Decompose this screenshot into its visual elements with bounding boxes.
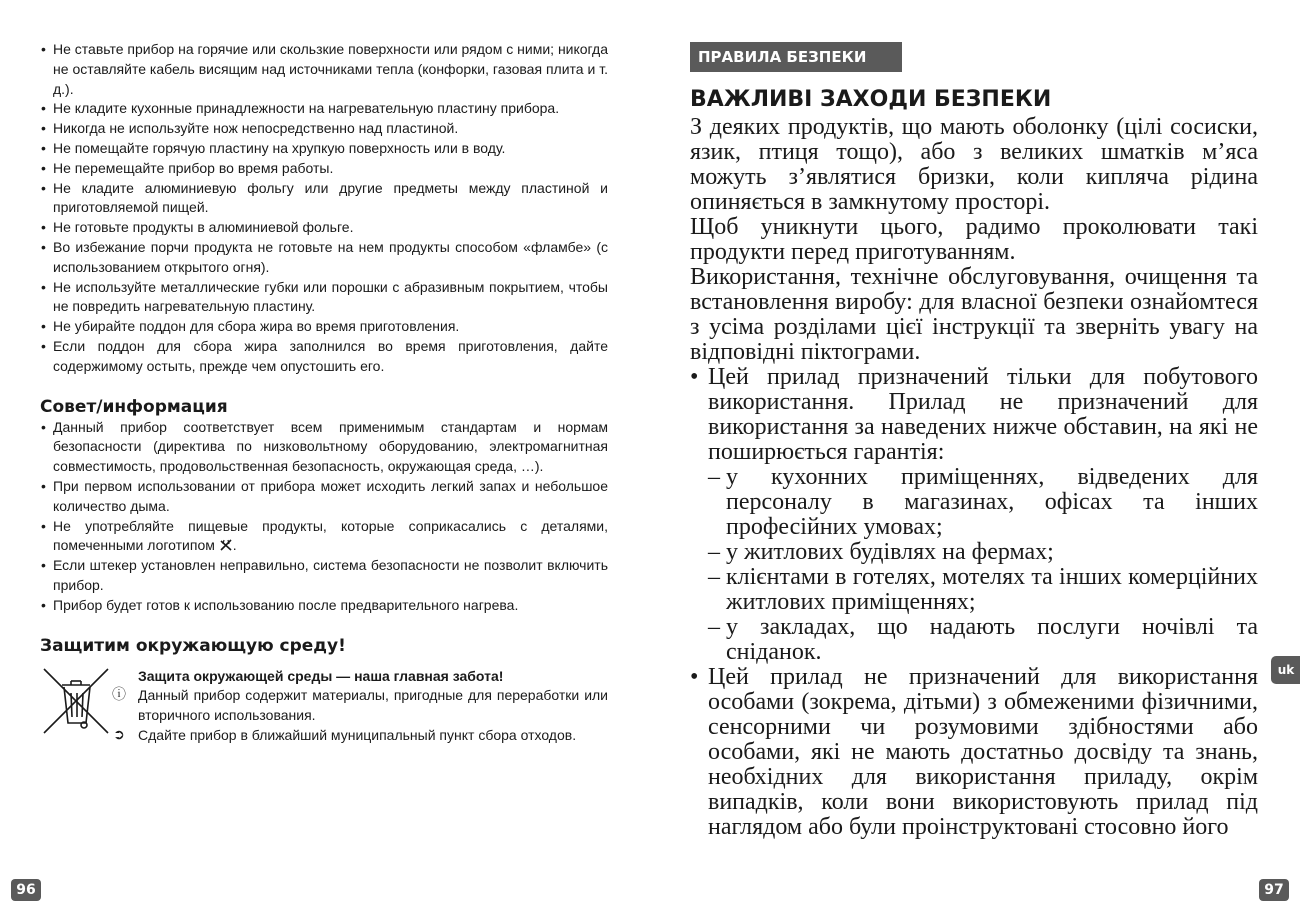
environment-line-text: Данный прибор содержит материалы, пригодные для переработки или вторичного использования. bbox=[138, 687, 608, 724]
list-item: • Не используйте металлические губки или порошки с абразивным покрытием, чтобы не повредить нагревательную пластину. bbox=[40, 278, 608, 318]
list-item: • Не кладите кухонные принадлежности на нагревательную пластину прибора. bbox=[40, 99, 608, 119]
list-item-text: Цей прилад призначений тільки для побутового використання. Прилад не призначений для використання за наведених нижче обставин, на які не поширюється гарантія: bbox=[708, 364, 1258, 465]
environment-heading: Защитим окружающую среду! bbox=[40, 635, 346, 656]
exclusion-list bbox=[708, 465, 1258, 665]
left-page-column bbox=[40, 40, 608, 779]
list-item: • При первом использовании от прибора может исходить легкий запах и небольшое количество дыма. bbox=[40, 477, 608, 517]
list-item: • Цей прилад не призначений для використання особами (зокрема, дітьми) з обмеженими фізичними, сенсорними чи розумовими здібностями або особами, які не мають достатньо досвіду та знань, необхідних для використання приладу, окрім випадків, коли вони використовують прилад під наглядом або були проінструктовані стосовно його bbox=[690, 665, 1258, 840]
list-item: • Никогда не используйте нож непосредственно над пластиной. bbox=[40, 119, 608, 139]
food-contact-crossed-logo-icon bbox=[219, 539, 233, 551]
list-item: • Прибор будет готов к использованию после предварительного нагрева. bbox=[40, 596, 608, 616]
page-number-left: 96 bbox=[11, 879, 41, 901]
arrow-icon: ➲ bbox=[113, 725, 125, 742]
page-number-right: 97 bbox=[1259, 879, 1289, 901]
list-item: – клієнтами в готелях, мотелях та інших комерційних житлових приміщеннях; bbox=[708, 565, 1258, 615]
list-item: • Не убирайте поддон для сбора жира во время приготовления. bbox=[40, 317, 608, 337]
list-item: – у житлових будівлях на фермах; bbox=[708, 540, 1258, 565]
list-item: – у закладах, що надають послуги ночівлі та сніданок. bbox=[708, 615, 1258, 665]
environment-line bbox=[112, 686, 608, 726]
paragraph: Щоб уникнути цього, радимо проколювати такі продукти перед приготуванням. bbox=[690, 214, 1258, 265]
list-item: • Во избежание порчи продукта не готовьте на нем продукты способом «фламбе» (с использованием открытого огня). bbox=[40, 238, 608, 278]
list-item: • Не кладите алюминиевую фольгу или другие предметы между пластиной и приготовляемой пищей. bbox=[40, 179, 608, 219]
environment-subheading: Защита окружающей среды — наша главная забота! bbox=[138, 667, 504, 684]
environment-block bbox=[40, 667, 608, 779]
paragraph: Використання, технічне обслуговування, очищення та встановлення виробу: для власної безпеки ознайомтеся з усіма розділами цієї інструкції та зверніть увагу на відповідні піктограми. bbox=[690, 264, 1258, 365]
usage-list bbox=[690, 365, 1258, 840]
environment-text bbox=[112, 667, 608, 746]
info-icon: ⓘ bbox=[112, 686, 126, 703]
paragraph: З деяких продуктів, що мають оболонку (цілі сосиски, язик, птиця тощо), або з великих шматків м’яса можуть з’являтися бризки, коли кипляча рідина опиняється в замкнутому просторі. bbox=[690, 114, 1258, 215]
advice-heading: Совет/информация bbox=[40, 396, 228, 417]
list-item: • Если штекер установлен неправильно, система безопасности не позволит включить прибор. bbox=[40, 556, 608, 596]
list-item: • Данный прибор соответствует всем применимым стандартам и нормам безопасности (директива по низковольтному оборудованию, электромагнитная совместимость, продовольственная безопасность, окружающая среда, …). bbox=[40, 418, 608, 477]
list-item: • Не употребляйте пищевые продукты, которые соприкасались с деталями, помеченными логотипом . bbox=[40, 517, 608, 557]
advice-list bbox=[40, 418, 608, 616]
environment-line bbox=[113, 725, 608, 746]
crossed-out-bin-icon bbox=[40, 667, 112, 737]
list-item: – у кухонних приміщеннях, відведених для персоналу в магазинах, офісах та інших професійних умовах; bbox=[708, 465, 1258, 540]
page-title: ВАЖЛИВІ ЗАХОДИ БЕЗПЕКИ bbox=[690, 87, 1052, 112]
section-tab: ПРАВИЛА БЕЗПЕКИ bbox=[690, 42, 902, 72]
list-item: • Не ставьте прибор на горячие или скользкие поверхности или рядом с ними; никогда не оставляйте кабель висящим над источниками тепла (конфорки, газовая плита и т. д.). bbox=[40, 40, 608, 99]
warning-list bbox=[40, 40, 608, 377]
list-item: • Не перемещайте прибор во время работы. bbox=[40, 159, 608, 179]
list-item: • Если поддон для сбора жира заполнился во время приготовления, дайте содержимому остыть, прежде чем опустошить его. bbox=[40, 337, 608, 377]
language-tab: uk bbox=[1271, 656, 1300, 684]
right-page-column bbox=[690, 86, 1258, 840]
environment-line-text: Сдайте прибор в ближайший муниципальный пункт сбора отходов. bbox=[138, 726, 577, 743]
list-item bbox=[690, 365, 1258, 665]
list-item: • Не помещайте горячую пластину на хрупкую поверхность или в воду. bbox=[40, 139, 608, 159]
list-item-text: Не употребляйте пищевые продукты, которые соприкасались с деталями, помеченными логотипом bbox=[53, 517, 608, 554]
list-item: • Не готовьте продукты в алюминиевой фольге. bbox=[40, 218, 608, 238]
